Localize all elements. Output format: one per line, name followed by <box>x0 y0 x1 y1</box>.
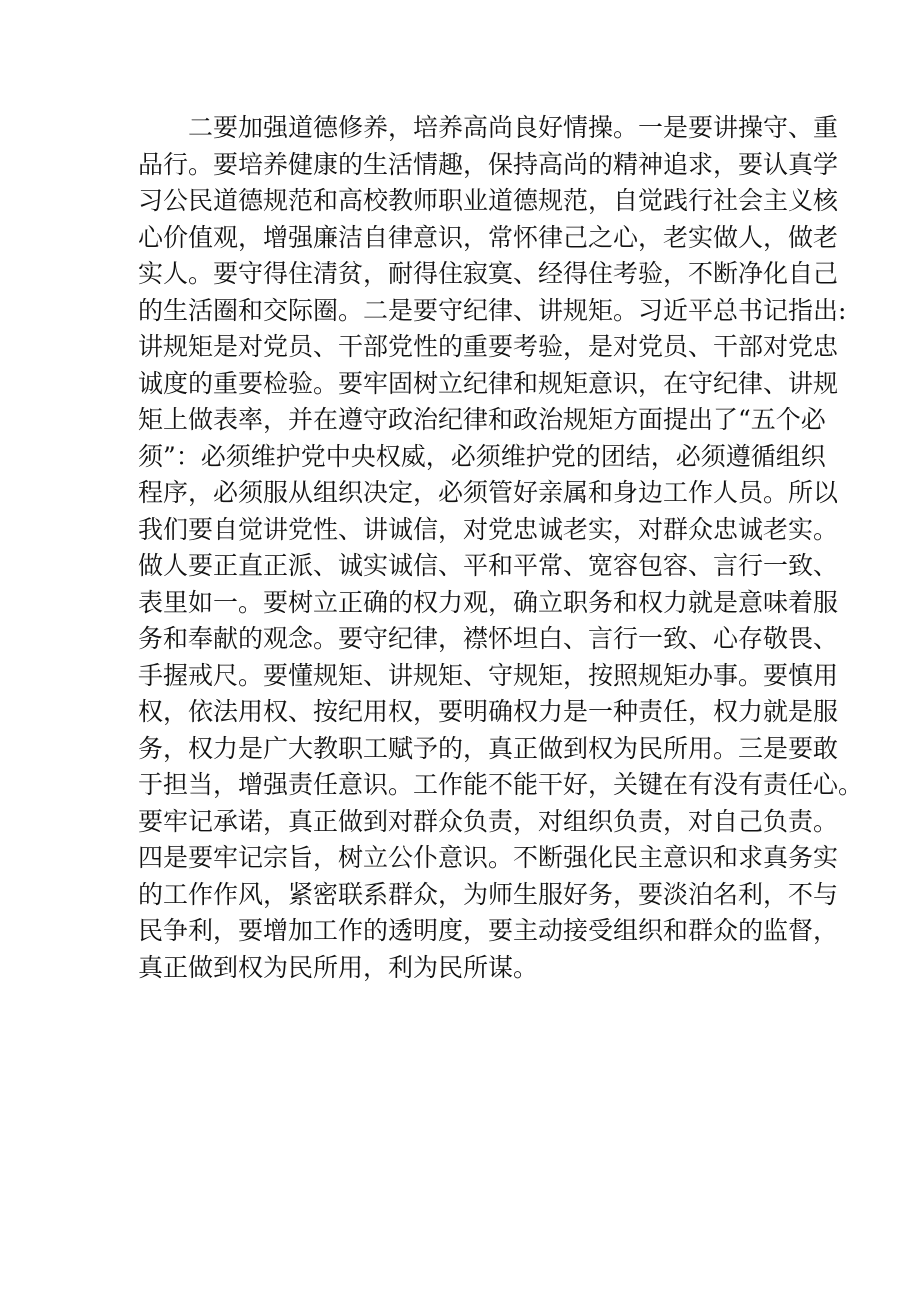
body-paragraph <box>138 110 864 986</box>
paragraph-line-4: 心价值观，增强廉洁自律意识，常怀律己之心，老实做人，做老 <box>138 222 839 252</box>
paragraph-line-5: 实人。要守得住清贫，耐得住寂寞、经得住考验，不断净化自己 <box>138 259 839 288</box>
paragraph-line-1: 二要加强道德修养，培养高尚良好情操。一是要讲操守、重 <box>188 113 839 142</box>
paragraph-line-12: 我们要自觉讲党性、讲诚信，对党忠诚老实，对群众忠诚老实。 <box>138 514 839 544</box>
paragraph-line-14: 表里如一。要树立正确的权力观，确立职务和权力就是意味着服 <box>138 587 839 617</box>
paragraph-line-22: 的工作作风，紧密联系群众，为师生服好务，要淡泊名利，不与 <box>138 879 839 909</box>
paragraph-line-6: 的生活圈和交际圈。二是要守纪律、讲规矩。习近平总书记指出: <box>138 295 847 325</box>
paragraph-line-13: 做人要正直正派、诚实诚信、平和平常、宽容包容、言行一致、 <box>138 551 839 580</box>
paragraph-line-9: 矩上做表率，并在遵守政治纪律和政治规矩方面提出了“五个必 <box>138 405 826 434</box>
paragraph-line-18: 务，权力是广大教职工赋予的，真正做到权为民所用。三是要敢 <box>138 733 839 763</box>
paragraph-line-10: 须”：必须维护党中央权威，必须维护党的团结，必须遵循组织 <box>138 441 826 471</box>
paragraph-line-7: 讲规矩是对党员、干部党性的重要考验，是对党员、干部对党忠 <box>138 332 839 361</box>
paragraph-line-21: 四是要牢记宗旨，树立公仆意识。不断强化民主意识和求真务实 <box>138 843 839 872</box>
paragraph-line-23: 民争利，要增加工作的透明度，要主动接受组织和群众的监督， <box>138 916 839 945</box>
paragraph-line-15: 务和奉献的观念。要守纪律，襟怀坦白、言行一致、心存敬畏、 <box>138 624 839 653</box>
paragraph-line-11: 程序，必须服从组织决定，必须管好亲属和身边工作人员。所以 <box>138 478 839 507</box>
paragraph-line-20: 要牢记承诺，真正做到对群众负责，对组织负责，对自己负责。 <box>138 806 839 836</box>
paragraph-line-19: 于担当，增强责任意识。工作能不能干好，关键在有没有责任心。 <box>138 770 864 799</box>
paragraph-line-17: 权，依法用权、按纪用权，要明确权力是一种责任，权力就是服 <box>138 697 839 726</box>
paragraph-line-3: 习公民道德规范和高校教师职业道德规范，自觉践行社会主义核 <box>138 186 839 215</box>
paragraph-line-16: 手握戒尺。要懂规矩、讲规矩、守规矩，按照规矩办事。要慎用 <box>138 660 839 690</box>
paragraph-line-2: 品行。要培养健康的生活情趣，保持高尚的精神追求，要认真学 <box>138 149 839 179</box>
paragraph-line-8: 诚度的重要检验。要牢固树立纪律和规矩意识，在守纪律、讲规 <box>138 368 839 398</box>
paragraph-line-24: 真正做到权为民所用，利为民所谋。 <box>138 952 539 982</box>
